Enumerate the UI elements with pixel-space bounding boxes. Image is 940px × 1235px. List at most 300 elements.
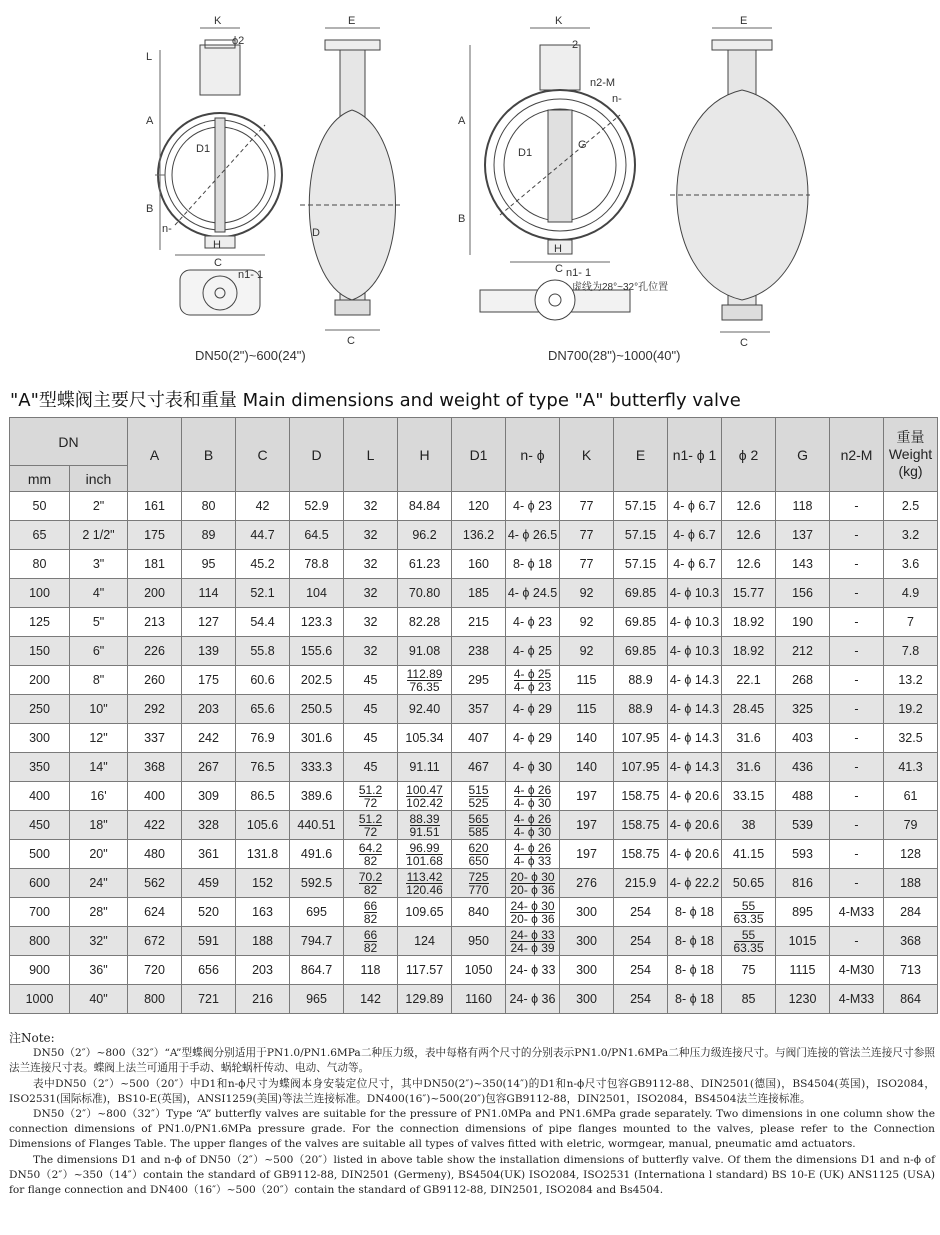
cell-c: 105.6: [236, 811, 290, 840]
cell-phi2: 31.6: [722, 724, 776, 753]
label-k-right: K: [555, 15, 563, 27]
cell-d: 864.7: [290, 956, 344, 985]
cell-c: 44.7: [236, 521, 290, 550]
cell-g: 212: [776, 637, 830, 666]
cell-inch: 36": [70, 956, 128, 985]
cell-l: 45: [344, 695, 398, 724]
label-n2m-right: n2-M: [590, 77, 616, 89]
table-row: [10, 695, 938, 724]
cell-g: 1230: [776, 985, 830, 1014]
cell-d1: $\frac{515}{525}$: [452, 782, 506, 811]
cell-d1: 185: [452, 579, 506, 608]
cell-k: 140: [560, 753, 614, 782]
cell-l: 45: [344, 724, 398, 753]
cell-g: 143: [776, 550, 830, 579]
cell-n2m: -: [830, 579, 884, 608]
cell-inch: 6": [70, 637, 128, 666]
cell-g: 488: [776, 782, 830, 811]
cell-a: 672: [128, 927, 182, 956]
cell-a: 368: [128, 753, 182, 782]
label-g-right: G: [578, 139, 587, 151]
header-inch: inch: [70, 466, 128, 492]
cell-mm: 900: [10, 956, 70, 985]
cell-g: 137: [776, 521, 830, 550]
cell-h: 129.89: [398, 985, 452, 1014]
cell-l: 32: [344, 637, 398, 666]
cell-w: 7: [884, 608, 938, 637]
table-row: [10, 550, 938, 579]
cell-d: 78.8: [290, 550, 344, 579]
cell-n2m: 4-M33: [830, 898, 884, 927]
cell-n2m: -: [830, 550, 884, 579]
header-n2-m: n2-M: [830, 418, 884, 492]
header-b: B: [182, 418, 236, 492]
cell-mm: 400: [10, 782, 70, 811]
cell-n1phi1: 4- ϕ 20.6: [668, 811, 722, 840]
cell-e: 254: [614, 927, 668, 956]
cell-w: 368: [884, 927, 938, 956]
cell-n1phi1: 4- ϕ 6.7: [668, 521, 722, 550]
cell-e: 254: [614, 898, 668, 927]
cell-l: 32: [344, 608, 398, 637]
cell-n1phi1: 4- ϕ 20.6: [668, 782, 722, 811]
cell-l: $\frac{66}{82}$: [344, 898, 398, 927]
cell-w: 864: [884, 985, 938, 1014]
cell-n2m: -: [830, 637, 884, 666]
cell-inch: 18": [70, 811, 128, 840]
cell-c: 55.8: [236, 637, 290, 666]
cell-g: 325: [776, 695, 830, 724]
cell-n1phi1: 8- ϕ 18: [668, 927, 722, 956]
label-h-right: H: [554, 243, 562, 255]
label-hole-note: 虚线为28°~32°孔位置: [572, 282, 669, 293]
cell-phi2: 28.45: [722, 695, 776, 724]
cell-h: 96.2: [398, 521, 452, 550]
cell-a: 200: [128, 579, 182, 608]
cell-w: 61: [884, 782, 938, 811]
cell-mm: 200: [10, 666, 70, 695]
cell-b: 242: [182, 724, 236, 753]
cell-a: 480: [128, 840, 182, 869]
cell-l: 32: [344, 521, 398, 550]
cell-phi2: 15.77: [722, 579, 776, 608]
cell-l: 32: [344, 579, 398, 608]
cell-b: 175: [182, 666, 236, 695]
cell-n1phi1: 4- ϕ 14.3: [668, 724, 722, 753]
cell-a: 800: [128, 985, 182, 1014]
label-d-left: D: [312, 227, 320, 239]
cell-mm: 50: [10, 492, 70, 521]
cell-d: 202.5: [290, 666, 344, 695]
cell-n1phi1: 4- ϕ 10.3: [668, 637, 722, 666]
cell-g: 156: [776, 579, 830, 608]
label-a-right: A: [458, 115, 466, 127]
cell-nphi: 4- ϕ 26.5: [506, 521, 560, 550]
label-n-right: n-: [612, 93, 622, 105]
cell-k: 300: [560, 927, 614, 956]
cell-nphi: $\frac{24- \phi 30}{20- \phi 36}$: [506, 898, 560, 927]
header-n-phi: n- ϕ: [506, 418, 560, 492]
cell-h: 84.84: [398, 492, 452, 521]
cell-d: 794.7: [290, 927, 344, 956]
cell-nphi: 24- ϕ 33: [506, 956, 560, 985]
label-b-right: B: [458, 213, 466, 225]
cell-mm: 800: [10, 927, 70, 956]
cell-nphi: 4- ϕ 24.5: [506, 579, 560, 608]
cell-d1: 295: [452, 666, 506, 695]
label-c2-left: C: [347, 335, 355, 347]
cell-nphi: 4- ϕ 30: [506, 753, 560, 782]
table-row: [10, 811, 938, 840]
cell-h: 61.23: [398, 550, 452, 579]
cell-inch: 14": [70, 753, 128, 782]
cell-d: 250.5: [290, 695, 344, 724]
cell-w: 19.2: [884, 695, 938, 724]
cell-n1phi1: 4- ϕ 6.7: [668, 492, 722, 521]
label-n1-right: n1- 1: [566, 267, 592, 279]
cell-k: 77: [560, 550, 614, 579]
cell-k: 300: [560, 985, 614, 1014]
note-en-1: DN50（2″）~800（32″）Type “A” butterfly valves are suitable for the pressure of PN1.0MPa and PN1.6MPa grade separately. Two dimensions in one column show the connection dimensions of PN1.0/PN1.6MPa pressure grade. For the connection dimensions of pipe flanges mounted to the valves, please refer to the Connection Dimensions of Flanges Table. The upper flanges of the valves are suitable all types of valves fitted with eletric, wormgear, manual, pneumatic amd actuators.: [9, 1108, 935, 1151]
label-b-left: B: [146, 203, 154, 215]
cell-d: 592.5: [290, 869, 344, 898]
label-a-left: A: [146, 115, 154, 127]
cell-phi2: 12.6: [722, 492, 776, 521]
cell-d: 491.6: [290, 840, 344, 869]
cell-nphi: 24- ϕ 36: [506, 985, 560, 1014]
cell-a: 260: [128, 666, 182, 695]
table-row: [10, 782, 938, 811]
cell-d: 965: [290, 985, 344, 1014]
note-cn-2: 表中DN50（2″）~500（20″）中D1和n-ϕ尺寸为蝶阀本身安装定位尺寸，其中DN50(2″)~350(14″)的D1和n-ϕ尺寸包容GB9112-88、DIN2501(德国)，BS4504(英国)，ISO2084，ISO2531(国际标准)，BS10-E(英国)，ANSI1259(美国)等法兰连接标准。DN400(16″)~500(20″)包容GB9112-88，DIN2501，ISO2084，BS4504法兰连接标准。: [9, 1077, 935, 1105]
cell-h: 82.28: [398, 608, 452, 637]
cell-inch: 4": [70, 579, 128, 608]
cell-d1: 407: [452, 724, 506, 753]
cell-c: 65.6: [236, 695, 290, 724]
table-row: [10, 579, 938, 608]
cell-d: 695: [290, 898, 344, 927]
table-row: [10, 492, 938, 521]
cell-e: 69.85: [614, 579, 668, 608]
cell-d1: 120: [452, 492, 506, 521]
cell-l: 142: [344, 985, 398, 1014]
header-c: C: [236, 418, 290, 492]
table-row: [10, 869, 938, 898]
cell-b: 127: [182, 608, 236, 637]
small-valve-side-view: [300, 28, 400, 330]
label-e-right: E: [740, 15, 748, 27]
cell-w: 284: [884, 898, 938, 927]
cell-c: 152: [236, 869, 290, 898]
cell-h: 117.57: [398, 956, 452, 985]
table-title: "A"型蝶阀主要尺寸表和重量 Main dimensions and weight of type "A" butterfly valve: [10, 390, 741, 411]
header-weight: 重量 Weight (kg): [884, 418, 938, 492]
cell-k: 92: [560, 637, 614, 666]
cell-g: 118: [776, 492, 830, 521]
cell-l: $\frac{51.2}{72}$: [344, 782, 398, 811]
cell-inch: 16': [70, 782, 128, 811]
cell-a: 400: [128, 782, 182, 811]
cell-k: 77: [560, 492, 614, 521]
cell-phi2: 41.15: [722, 840, 776, 869]
cell-g: 539: [776, 811, 830, 840]
cell-n1phi1: 4- ϕ 20.6: [668, 840, 722, 869]
cell-mm: 1000: [10, 985, 70, 1014]
cell-c: 60.6: [236, 666, 290, 695]
cell-k: 197: [560, 782, 614, 811]
cell-phi2: 75: [722, 956, 776, 985]
cell-phi2: 38: [722, 811, 776, 840]
cell-inch: 2": [70, 492, 128, 521]
cell-n2m: -: [830, 521, 884, 550]
cell-c: 42: [236, 492, 290, 521]
cell-n1phi1: 4- ϕ 6.7: [668, 550, 722, 579]
cell-d1: $\frac{565}{585}$: [452, 811, 506, 840]
cell-nphi: $\frac{4- \phi 26}{4- \phi 30}$: [506, 782, 560, 811]
cell-k: 140: [560, 724, 614, 753]
cell-nphi: $\frac{4- \phi 26}{4- \phi 30}$: [506, 811, 560, 840]
cell-d1: 950: [452, 927, 506, 956]
cell-b: 656: [182, 956, 236, 985]
cell-k: 92: [560, 579, 614, 608]
cell-w: 3.2: [884, 521, 938, 550]
label-phi2-left: ϕ2: [232, 35, 245, 47]
drawing-caption-small: DN50(2")~600(24"): [195, 348, 306, 363]
cell-d1: 136.2: [452, 521, 506, 550]
cell-l: 45: [344, 666, 398, 695]
cell-phi2: 12.6: [722, 521, 776, 550]
cell-c: 163: [236, 898, 290, 927]
cell-b: 89: [182, 521, 236, 550]
cell-a: 226: [128, 637, 182, 666]
cell-d1: $\frac{620}{650}$: [452, 840, 506, 869]
cell-e: 88.9: [614, 695, 668, 724]
cell-inch: 32": [70, 927, 128, 956]
cell-inch: 8": [70, 666, 128, 695]
cell-e: 254: [614, 956, 668, 985]
cell-n2m: -: [830, 608, 884, 637]
cell-a: 292: [128, 695, 182, 724]
cell-inch: 5": [70, 608, 128, 637]
cell-e: 158.75: [614, 811, 668, 840]
cell-h: 105.34: [398, 724, 452, 753]
cell-nphi: $\frac{4- \phi 25}{4- \phi 23}$: [506, 666, 560, 695]
cell-l: $\frac{66}{82}$: [344, 927, 398, 956]
cell-d: 333.3: [290, 753, 344, 782]
cell-b: 95: [182, 550, 236, 579]
cell-b: 203: [182, 695, 236, 724]
table-row: [10, 724, 938, 753]
cell-d1: 238: [452, 637, 506, 666]
cell-nphi: $\frac{24- \phi 33}{24- \phi 39}$: [506, 927, 560, 956]
table-row: [10, 637, 938, 666]
cell-phi2: 33.15: [722, 782, 776, 811]
cell-phi2: 85: [722, 985, 776, 1014]
cell-k: 300: [560, 956, 614, 985]
cell-d: 52.9: [290, 492, 344, 521]
cell-mm: 450: [10, 811, 70, 840]
header-e: E: [614, 418, 668, 492]
notes-section: [9, 1031, 935, 1198]
cell-n2m: -: [830, 666, 884, 695]
cell-k: 276: [560, 869, 614, 898]
cell-n2m: -: [830, 492, 884, 521]
label-h-left: H: [213, 239, 221, 251]
cell-n1phi1: 4- ϕ 22.2: [668, 869, 722, 898]
label-k-left: K: [214, 15, 222, 27]
note-cn-1: DN50（2″）~800（32″）“A”型蝶阀分别适用于PN1.0/PN1.6MPa二种压力级，表中每格有两个尺寸的分别表示PN1.0/PN1.6MPa二种压力级连接尺寸。与阀门连接的管法兰连接尺寸参照法兰连接尺寸表。蝶阀上法兰可通用于手动、蜗轮蜗杆传动、电动、气动等。: [9, 1047, 935, 1075]
cell-w: 3.6: [884, 550, 938, 579]
cell-k: 197: [560, 811, 614, 840]
label-c-left: C: [214, 257, 222, 269]
cell-mm: 600: [10, 869, 70, 898]
cell-n2m: -: [830, 782, 884, 811]
cell-mm: 700: [10, 898, 70, 927]
cell-k: 300: [560, 898, 614, 927]
cell-d: 123.3: [290, 608, 344, 637]
cell-inch: 12": [70, 724, 128, 753]
header-l: L: [344, 418, 398, 492]
cell-g: 895: [776, 898, 830, 927]
table-row: [10, 666, 938, 695]
cell-h: 91.08: [398, 637, 452, 666]
header-phi2: ϕ 2: [722, 418, 776, 492]
cell-n1phi1: 4- ϕ 10.3: [668, 608, 722, 637]
cell-c: 54.4: [236, 608, 290, 637]
table-row: [10, 898, 938, 927]
cell-w: 41.3: [884, 753, 938, 782]
cell-n1phi1: 4- ϕ 14.3: [668, 695, 722, 724]
cell-inch: 24": [70, 869, 128, 898]
header-d: D: [290, 418, 344, 492]
cell-e: 254: [614, 985, 668, 1014]
header-g: G: [776, 418, 830, 492]
cell-k: 92: [560, 608, 614, 637]
cell-n2m: -: [830, 869, 884, 898]
cell-phi2: 12.6: [722, 550, 776, 579]
notes-heading: 注Note:: [9, 1031, 55, 1045]
cell-d: 389.6: [290, 782, 344, 811]
cell-nphi: $\frac{4- \phi 26}{4- \phi 33}$: [506, 840, 560, 869]
cell-w: 32.5: [884, 724, 938, 753]
cell-phi2: 18.92: [722, 608, 776, 637]
cell-d: 155.6: [290, 637, 344, 666]
cell-h: 109.65: [398, 898, 452, 927]
header-a: A: [128, 418, 182, 492]
cell-nphi: 4- ϕ 29: [506, 724, 560, 753]
cell-w: 128: [884, 840, 938, 869]
cell-nphi: 4- ϕ 23: [506, 492, 560, 521]
label-2-right: 2: [572, 39, 579, 51]
cell-c: 86.5: [236, 782, 290, 811]
cell-w: 4.9: [884, 579, 938, 608]
cell-k: 115: [560, 695, 614, 724]
cell-inch: 20": [70, 840, 128, 869]
cell-phi2: 18.92: [722, 637, 776, 666]
cell-g: 268: [776, 666, 830, 695]
cell-h: $\frac{100.47}{102.42}$: [398, 782, 452, 811]
dimensions-table: [9, 417, 938, 1014]
cell-g: 816: [776, 869, 830, 898]
cell-phi2: $\frac{55}{63.35}$: [722, 898, 776, 927]
cell-g: 190: [776, 608, 830, 637]
header-h: H: [398, 418, 452, 492]
label-n-left: n-: [162, 223, 172, 235]
cell-e: 107.95: [614, 724, 668, 753]
cell-c: 188: [236, 927, 290, 956]
cell-b: 520: [182, 898, 236, 927]
cell-w: 2.5: [884, 492, 938, 521]
large-valve-front-view: [470, 28, 635, 262]
label-n1-left: n1- 1: [238, 269, 264, 281]
cell-mm: 80: [10, 550, 70, 579]
table-row: [10, 985, 938, 1014]
cell-mm: 65: [10, 521, 70, 550]
cell-c: 76.5: [236, 753, 290, 782]
cell-a: 213: [128, 608, 182, 637]
cell-l: 32: [344, 550, 398, 579]
cell-c: 45.2: [236, 550, 290, 579]
cell-b: 139: [182, 637, 236, 666]
cell-e: 57.15: [614, 550, 668, 579]
header-n1-phi1: n1- ϕ 1: [668, 418, 722, 492]
cell-e: 107.95: [614, 753, 668, 782]
cell-mm: 300: [10, 724, 70, 753]
cell-e: 215.9: [614, 869, 668, 898]
cell-c: 52.1: [236, 579, 290, 608]
cell-g: 1015: [776, 927, 830, 956]
table-row: [10, 753, 938, 782]
cell-b: 591: [182, 927, 236, 956]
technical-drawings: [0, 0, 940, 380]
cell-k: 77: [560, 521, 614, 550]
header-dn: DN: [10, 418, 128, 466]
cell-mm: 350: [10, 753, 70, 782]
cell-phi2: 50.65: [722, 869, 776, 898]
cell-a: 161: [128, 492, 182, 521]
cell-a: 181: [128, 550, 182, 579]
cell-inch: 2 1/2": [70, 521, 128, 550]
table-row: [10, 927, 938, 956]
cell-n1phi1: 8- ϕ 18: [668, 985, 722, 1014]
cell-h: 92.40: [398, 695, 452, 724]
table-row: [10, 608, 938, 637]
cell-n2m: -: [830, 927, 884, 956]
cell-g: 1115: [776, 956, 830, 985]
cell-l: $\frac{70.2}{82}$: [344, 869, 398, 898]
cell-c: 203: [236, 956, 290, 985]
cell-a: 720: [128, 956, 182, 985]
table-row: [10, 956, 938, 985]
table-row: [10, 521, 938, 550]
cell-h: $\frac{113.42}{120.46}$: [398, 869, 452, 898]
cell-b: 328: [182, 811, 236, 840]
cell-h: $\frac{88.39}{91.51}$: [398, 811, 452, 840]
cell-b: 80: [182, 492, 236, 521]
cell-mm: 250: [10, 695, 70, 724]
cell-a: 562: [128, 869, 182, 898]
cell-d1: 467: [452, 753, 506, 782]
cell-l: 32: [344, 492, 398, 521]
cell-a: 175: [128, 521, 182, 550]
cell-e: 69.85: [614, 637, 668, 666]
label-c-right: C: [555, 263, 563, 275]
cell-g: 403: [776, 724, 830, 753]
cell-n1phi1: 4- ϕ 14.3: [668, 666, 722, 695]
cell-d1: 215: [452, 608, 506, 637]
header-mm: mm: [10, 466, 70, 492]
cell-inch: 28": [70, 898, 128, 927]
